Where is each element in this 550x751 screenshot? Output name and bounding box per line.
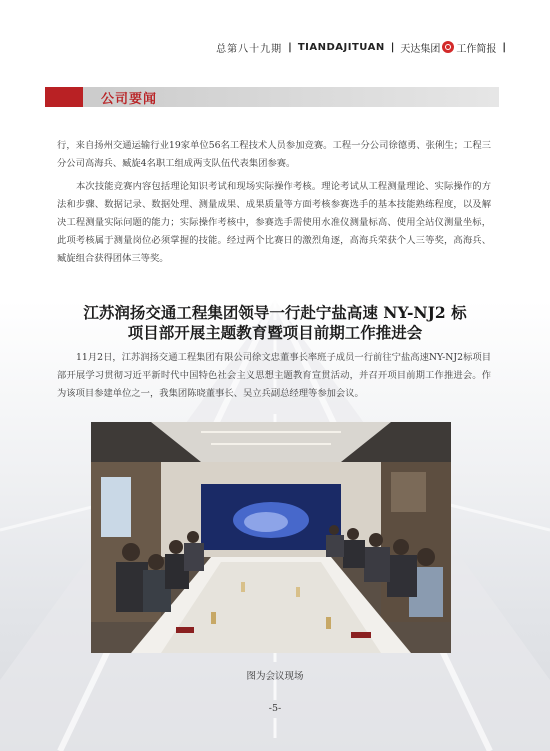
section-accent-block — [45, 87, 83, 107]
meeting-photo — [91, 422, 451, 653]
photo-caption: 图为会议现场 — [246, 671, 304, 682]
brand-chinese: 天达集团 — [400, 43, 441, 55]
article-title-line-2: 项目部开展主题教育暨项目前期工作推进会 — [127, 323, 423, 342]
page-number: -5- — [268, 703, 282, 714]
header-separator: | — [390, 41, 395, 53]
paragraph-competition-details: 本次技能竞赛内容包括理论知识考试和现场实际操作考核。理论考试从工程测量理论、实际操作的方法和步骤、数据记录、数据处理、测量成果、成果质量等方面考核参赛选手的基本技能熟练程度，以及解决工程测量实际问题的能力；实际操作考核中，参赛选手需使用水准仪测量标高、使用全站仪测量坐标，此项考核属于测量岗位必须掌握的技能。经过两个比赛日的激烈角逐，高海兵荣获个人三等奖，高海兵、臧旋组合获得团体三等奖。 — [57, 181, 491, 264]
header-separator: | — [502, 41, 506, 53]
issue-number: 总第八十九期 — [216, 43, 283, 55]
paragraph-meeting-intro: 11月2日，江苏润扬交通工程集团有限公司徐文忠董事长率班子成员一行前往宁盐高速NY-NJ2标项目部开展学习贯彻习近平新时代中国特色社会主义思想主题教育宣贯活动，并召开项目前期工作推进会。作为该项目参建单位之一，我集团陈晓董事长、吴立兵副总经理等参加会议。 — [57, 352, 491, 399]
article-title-line-1: 江苏润扬交通工程集团领导一行赴宁盐高速 NY-NJ2 标 — [83, 303, 467, 322]
section-header-bar — [45, 87, 499, 107]
brand-english: TIANDAJITUAN — [297, 41, 385, 53]
header-separator: | — [288, 41, 292, 53]
paragraph-continuation: 行，来自扬州交通运输行业19家单位56名工程技术人员参加竞赛。工程一分公司徐德勇、张俐生；工程三分公司高海兵、臧旋4名职工组成两支队伍代表集团参赛。 — [57, 140, 491, 169]
section-title: 公司要闻 — [101, 92, 158, 107]
company-logo-icon — [442, 41, 454, 53]
page-header — [216, 38, 512, 56]
newsletter-name: 工作简报 — [456, 43, 497, 55]
